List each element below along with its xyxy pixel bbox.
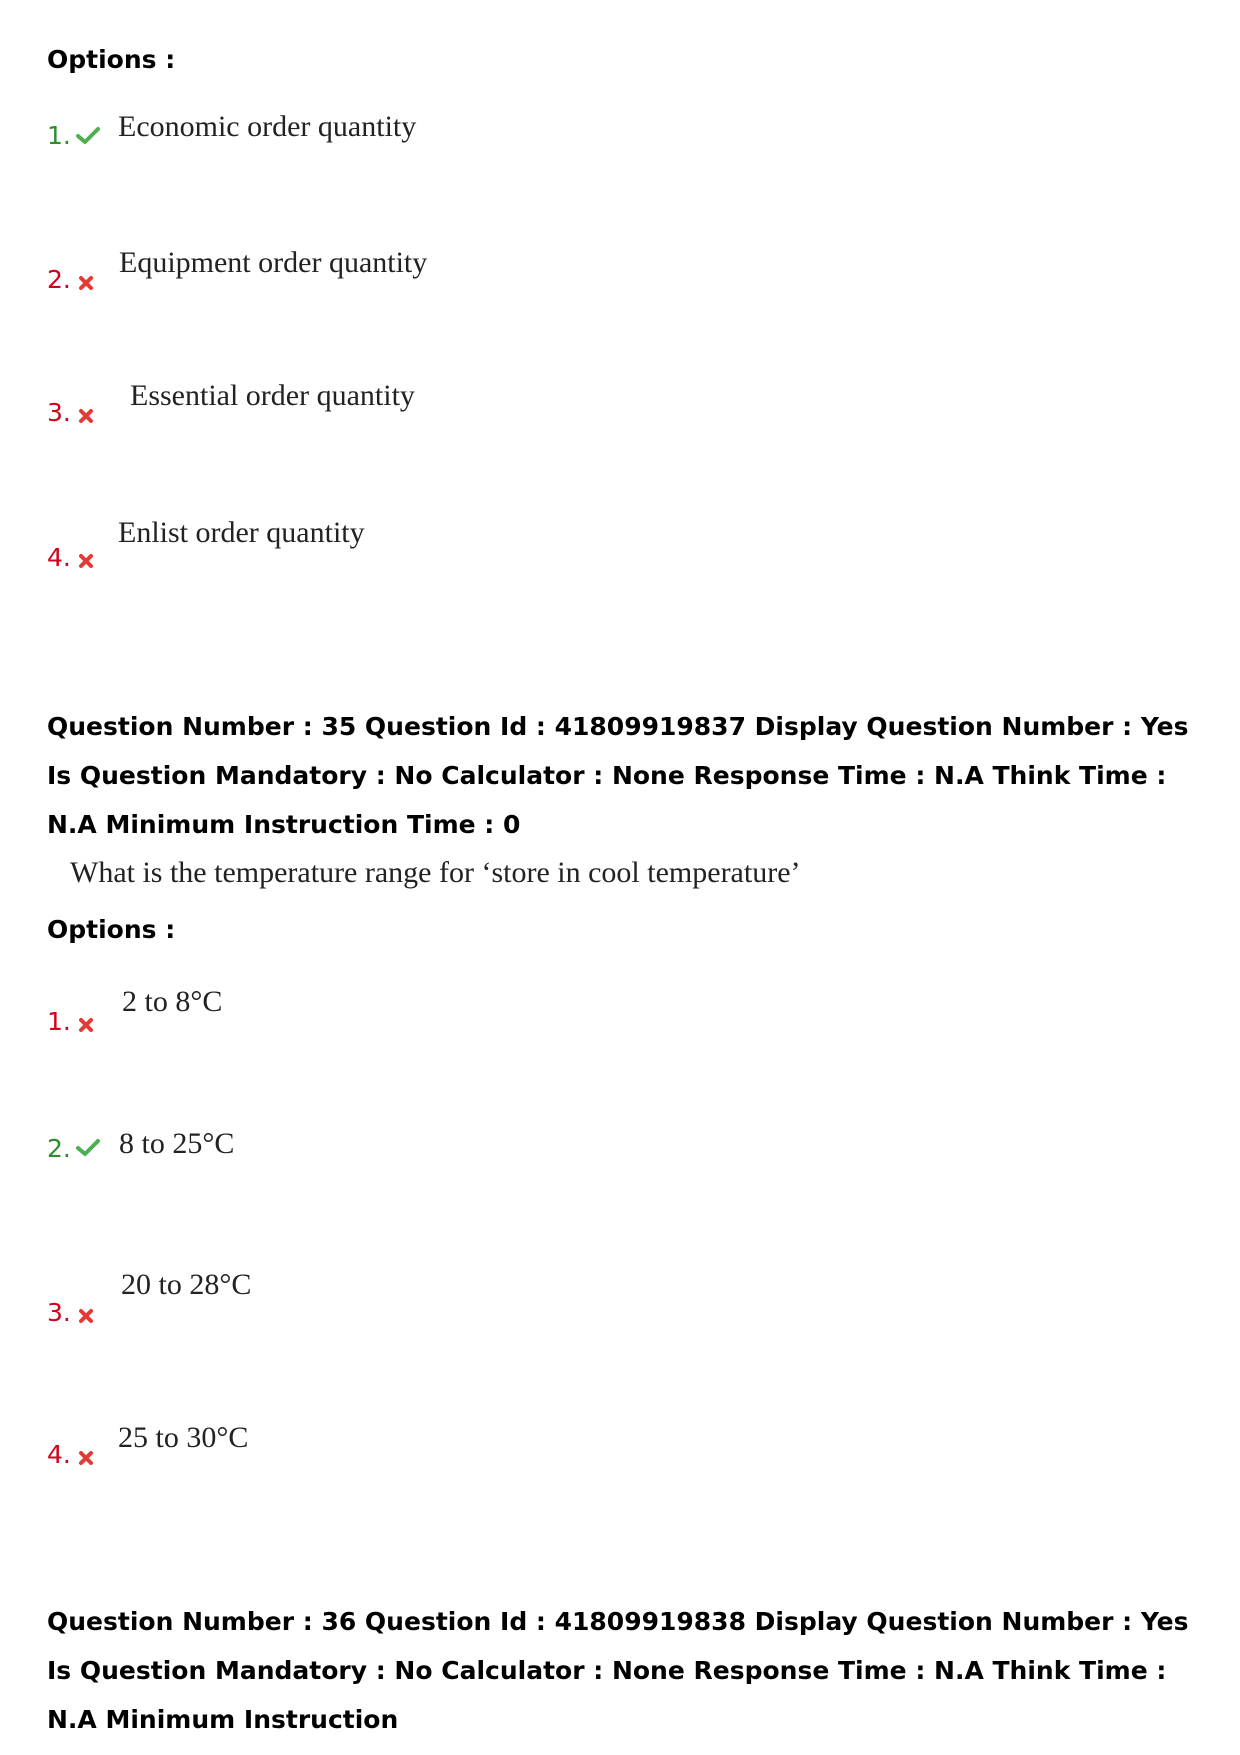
option-text: 8 to 25°C [119, 1127, 235, 1160]
correct-check-icon [75, 126, 101, 146]
question-text-35: What is the temperature range for ‘store in cool temperature’ [70, 856, 801, 889]
question-header-35: Question Number : 35 Question Id : 41809919837 Display Question Number : Yes Is Question Mandatory : No Calculator : None Response Time : N.A Think Time : N.A Minimum Instruction Time : 0 [47, 712, 1189, 839]
incorrect-cross-icon [78, 275, 94, 291]
option-text: 20 to 28°C [121, 1268, 252, 1301]
option-number: 1. [47, 121, 71, 150]
option-number: 1. [47, 1007, 71, 1036]
incorrect-cross-icon [78, 1017, 94, 1033]
option-number: 3. [47, 1298, 71, 1327]
option-text: Equipment order quantity [119, 246, 428, 279]
options-label: Options : [47, 915, 176, 944]
options-label: Options : [47, 45, 176, 74]
question-header-36: Question Number : 36 Question Id : 41809919838 Display Question Number : Yes Is Question Mandatory : No Calculator : None Response Time : N.A Think Time : N.A Minimum Instruction [47, 1607, 1189, 1734]
incorrect-cross-icon [78, 1308, 94, 1324]
option-text: 25 to 30°C [118, 1421, 249, 1454]
option-number: 2. [47, 1134, 71, 1163]
option-number: 4. [47, 543, 71, 572]
incorrect-cross-icon [78, 553, 94, 569]
option-number: 3. [47, 398, 71, 427]
option-text: 2 to 8°C [122, 985, 223, 1018]
correct-check-icon [75, 1138, 101, 1158]
option-text: Essential order quantity [130, 379, 415, 412]
option-number: 4. [47, 1440, 71, 1469]
option-text: Economic order quantity [118, 110, 417, 143]
option-number: 2. [47, 265, 71, 294]
incorrect-cross-icon [78, 1450, 94, 1466]
option-text: Enlist order quantity [118, 516, 365, 549]
incorrect-cross-icon [78, 408, 94, 424]
